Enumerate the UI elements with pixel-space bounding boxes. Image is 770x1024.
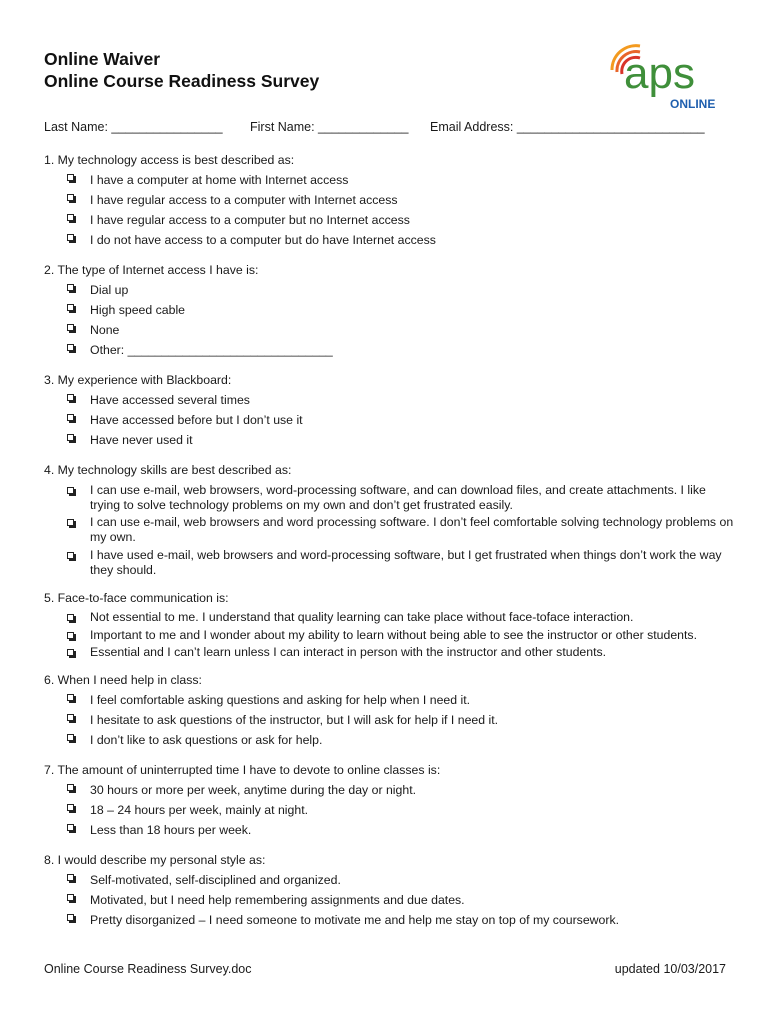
checkbox-icon[interactable]	[67, 804, 74, 811]
checkbox-icon[interactable]	[67, 824, 74, 831]
answer-option-label: I don’t like to ask questions or ask for help.	[90, 732, 323, 747]
checkbox-icon[interactable]	[67, 324, 74, 331]
checkbox-icon[interactable]	[67, 714, 74, 721]
answer-option-label: Important to me and I wonder about my ability to learn without being able to see the instructor or other students.	[90, 627, 697, 642]
question-7	[44, 760, 734, 840]
answer-option[interactable]	[44, 210, 734, 230]
answer-option-label: High speed cable	[90, 302, 186, 317]
logo-subtext: ONLINE	[670, 97, 716, 111]
answer-option[interactable]	[44, 645, 734, 660]
question-text: 8. I would describe my personal style as:	[44, 853, 266, 867]
page-subtitle: Online Course Readiness Survey	[44, 71, 320, 91]
checkbox-icon[interactable]	[67, 394, 74, 401]
checkbox-icon[interactable]	[67, 414, 74, 421]
question-text: 1. My technology access is best described as:	[44, 153, 295, 167]
checkbox-icon[interactable]	[67, 284, 74, 291]
answer-option-label: None	[90, 322, 120, 337]
question-text: 5. Face-to-face communication is:	[44, 590, 229, 605]
answer-option-label: I do not have access to a computer but do have Internet access	[90, 232, 436, 247]
question-text: 3. My experience with Blackboard:	[44, 373, 232, 387]
answer-option[interactable]	[44, 890, 734, 910]
answer-option-label: I can use e-mail, web browsers, word-processing software, and can download files, and create attachments. I like trying to solve technology problems on my own and don’t get frustrated easily.	[90, 482, 706, 512]
checkbox-icon[interactable]	[67, 194, 74, 201]
answer-option-label: 30 hours or more per week, anytime during the day or night.	[90, 782, 417, 797]
last-name-field[interactable]: Last Name: ________________	[44, 120, 223, 134]
answer-option-label: Have accessed several times	[90, 392, 250, 407]
answer-option-label: Have accessed before but I don’t use it	[90, 412, 303, 427]
question-text: 4. My technology skills are best described as:	[44, 463, 292, 477]
question-8	[44, 850, 734, 930]
answer-option[interactable]	[44, 730, 734, 750]
checkbox-icon[interactable]	[67, 734, 74, 741]
answer-option-label: I have regular access to a computer but no Internet access	[90, 212, 410, 227]
checkbox-icon[interactable]	[67, 519, 74, 526]
first-name-field[interactable]: First Name: _____________	[250, 120, 409, 134]
question-4	[44, 460, 734, 578]
answer-option-label: I hesitate to ask questions of the instructor, but I will ask for help if I need it.	[90, 712, 499, 727]
question-6	[44, 670, 734, 750]
answer-option[interactable]	[44, 548, 734, 578]
checkbox-icon[interactable]	[67, 234, 74, 241]
checkbox-icon[interactable]	[67, 784, 74, 791]
answer-option-label: Pretty disorganized – I need someone to motivate me and help me stay on top of my coursework.	[90, 912, 620, 927]
checkbox-icon[interactable]	[67, 614, 74, 621]
title-block	[44, 48, 319, 92]
checkbox-icon[interactable]	[67, 174, 74, 181]
answer-option-label: I feel comfortable asking questions and asking for help when I need it.	[90, 692, 471, 707]
answer-option-label: I can use e-mail, web browsers and word processing software. I don’t feel comfortable solving technology problems on my own.	[90, 515, 734, 544]
footer-filename: Online Course Readiness Survey.doc	[44, 962, 252, 976]
answer-option[interactable]	[44, 340, 734, 360]
answer-option-label: Have never used it	[90, 432, 193, 447]
answer-option-label: Motivated, but I need help remembering assignments and due dates.	[90, 892, 465, 907]
answer-option-label: 18 – 24 hours per week, mainly at night.	[90, 802, 309, 817]
answer-option[interactable]	[44, 780, 734, 800]
email-field[interactable]: Email Address: ___________________________	[430, 120, 705, 134]
answer-option[interactable]	[44, 690, 734, 710]
question-3	[44, 370, 734, 450]
answer-option-label: I have a computer at home with Internet access	[90, 172, 349, 187]
answer-option-label: Not essential to me. I understand that quality learning can take place without face-toface interaction.	[90, 610, 634, 624]
answer-option-label: Dial up	[90, 282, 129, 297]
answer-option[interactable]	[44, 430, 734, 450]
checkbox-icon[interactable]	[67, 214, 74, 221]
answer-option[interactable]	[44, 910, 734, 930]
checkbox-icon[interactable]	[67, 874, 74, 881]
answer-option[interactable]	[44, 390, 734, 410]
checkbox-icon[interactable]	[67, 434, 74, 441]
survey-questions	[44, 150, 734, 940]
answer-option[interactable]	[44, 230, 734, 250]
answer-option[interactable]	[44, 800, 734, 820]
aps-online-logo	[606, 42, 730, 112]
question-2	[44, 260, 734, 360]
question-text: 6. When I need help in class:	[44, 673, 202, 687]
answer-option-label: Self-motivated, self-disciplined and organized.	[90, 872, 341, 887]
checkbox-icon[interactable]	[67, 344, 74, 351]
checkbox-icon[interactable]	[67, 894, 74, 901]
answer-option[interactable]	[44, 610, 734, 625]
answer-option[interactable]	[44, 300, 734, 320]
answer-option-label: Essential and I can’t learn unless I can interact in person with the instructor and other students.	[90, 645, 607, 659]
checkbox-icon[interactable]	[67, 632, 74, 639]
answer-option[interactable]	[44, 410, 734, 430]
checkbox-icon[interactable]	[67, 914, 74, 921]
page-title: Online Waiver	[44, 49, 161, 69]
answer-option[interactable]	[44, 483, 734, 513]
answer-option[interactable]	[44, 870, 734, 890]
answer-option[interactable]	[44, 515, 734, 545]
checkbox-icon[interactable]	[67, 649, 74, 656]
question-1	[44, 150, 734, 250]
logo-text: aps	[624, 49, 695, 98]
answer-option-label: I have used e-mail, web browsers and word-processing software, but I get frustrated when things don’t work the way they should.	[90, 547, 722, 577]
checkbox-icon[interactable]	[67, 694, 74, 701]
answer-option[interactable]	[44, 628, 734, 643]
answer-option-label: Other: ______________________________	[90, 342, 333, 357]
question-text: 2. The type of Internet access I have is:	[44, 263, 259, 277]
checkbox-icon[interactable]	[67, 304, 74, 311]
checkbox-icon[interactable]	[67, 487, 74, 494]
answer-option-label: Less than 18 hours per week.	[90, 822, 252, 837]
answer-option[interactable]	[44, 190, 734, 210]
answer-option[interactable]	[44, 820, 734, 840]
checkbox-icon[interactable]	[67, 552, 74, 559]
answer-option[interactable]	[44, 280, 734, 300]
answer-option[interactable]	[44, 170, 734, 190]
footer-updated: updated 10/03/2017	[614, 962, 726, 976]
answer-option-label: I have regular access to a computer with Internet access	[90, 192, 398, 207]
answer-option[interactable]	[44, 320, 734, 340]
answer-option[interactable]	[44, 710, 734, 730]
question-5	[44, 588, 734, 661]
question-text: 7. The amount of uninterrupted time I have to devote to online classes is:	[44, 763, 441, 777]
